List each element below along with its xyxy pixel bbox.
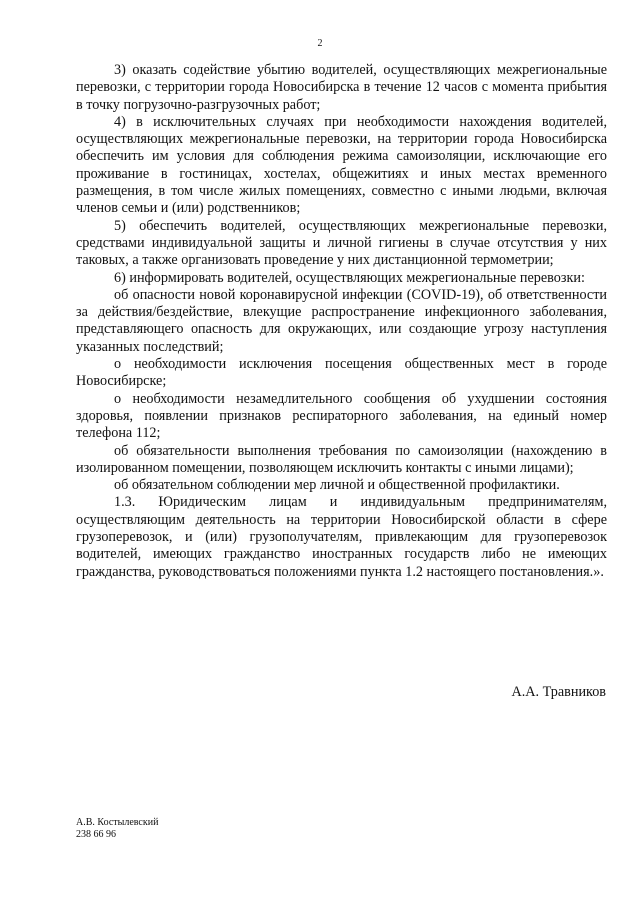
footer-author: А.В. Костылевский (76, 817, 159, 828)
paragraph-inform-prevention: об обязательном соблюдении мер личной и общественной профилактики. (114, 477, 560, 494)
footer (76, 817, 158, 841)
paragraph-item-5: 5) обеспечить водителей, осуществляющих межрегиональные перевозки, средствами индивидуальной защиты и личной гигиены в случае отсутствия у них таковых, а также организовать проведение у них дистанционной термометрии; (76, 217, 607, 269)
paragraph-inform-covid: об опасности новой коронавирусной инфекции (COVID-19), об ответственности за действия/бездействие, влекущие распространение инфекционного заболевания, представляющего опасность для окружающих, или создающие угрозу наступления указанных последствий; (76, 286, 607, 355)
page-number: 2 (317, 38, 323, 49)
footer-phone: 238 66 96 (76, 829, 116, 840)
paragraph-inform-public-places: о необходимости исключения посещения общественных мест в городе Новосибирске; (76, 356, 607, 390)
paragraph-inform-health: о необходимости незамедлительного сообщения об ухудшении состояния здоровья, появлении признаков респираторного заболевания, на единый номер телефона 112; (76, 390, 607, 442)
paragraph-item-6: 6) информировать водителей, осуществляющих межрегиональные перевозки: (114, 269, 585, 286)
paragraph-inform-self-isolation: об обязательности выполнения требования по самоизоляции (нахождению в изолированном помещении, позволяющем исключить контакты с иными лицами); (76, 442, 607, 476)
paragraph-item-4: 4) в исключительных случаях при необходимости нахождения водителей, осуществляющих межрегиональные перевозки, на территории города Новосибирска обеспечить им условия для соблюдения режима самоизоляции, исключающие его проживание в гостиницах, хостелах, общежитиях и иных местах временного размещения, в том числе жилых помещениях, совместно с иными людьми, включая членов семьи и (или) родственников; (76, 113, 607, 217)
paragraph-1-3: 1.3. Юридическим лицам и индивидуальным предпринимателям, осуществляющим деятельность на территории Новосибирской области в сфере грузоперевозок, и (или) грузополучателям, привлекающим для грузоперевозок водителей, имеющих гражданство иностранных государств либо не имеющих гражданства, руководствоваться положениями пункта 1.2 настоящего постановления.». (76, 494, 607, 580)
signature: А.А. Травников (511, 684, 606, 700)
paragraph-item-3: 3) оказать содействие убытию водителей, осуществляющих межрегиональные перевозки, с территории города Новосибирска в течение 12 часов с момента прибытия в точку погрузочно-разгрузочных работ; (76, 62, 607, 113)
document-body (76, 62, 607, 581)
